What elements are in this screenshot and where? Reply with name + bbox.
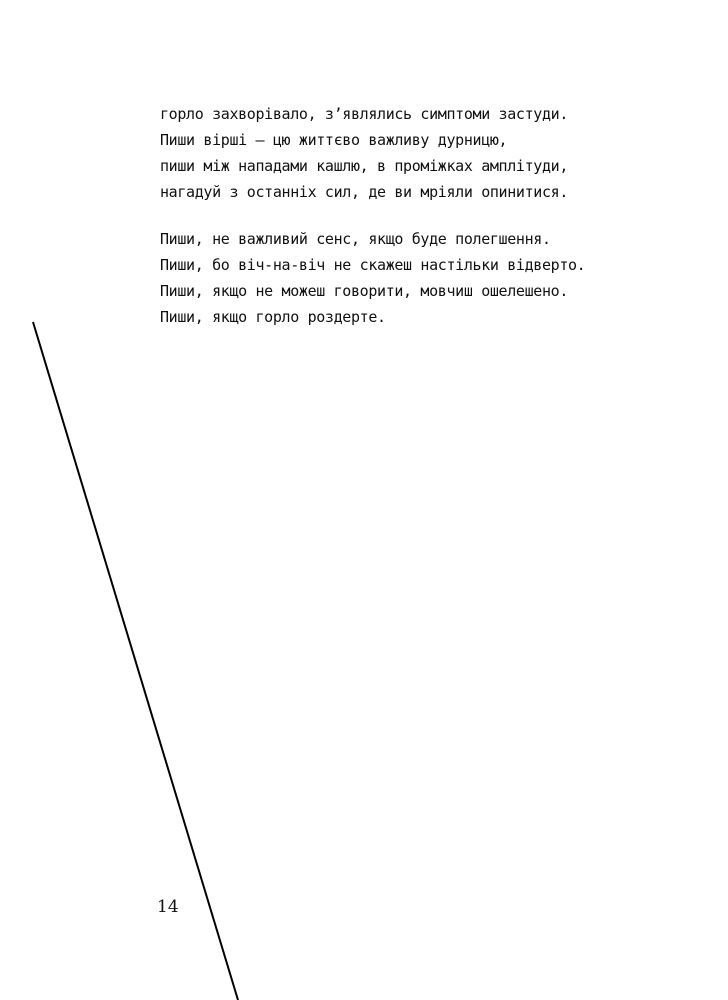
verse-line: Пиши, бо віч-на-віч не скажеш настільки відверто.: [160, 256, 586, 274]
diagonal-line: [33, 322, 238, 1000]
verse-line: Пиши, якщо не можеш говорити, мовчиш ошелешено.: [160, 282, 568, 300]
verse-line: Пиши, не важливий сенс, якщо буде полегшення.: [160, 230, 551, 248]
verse-line: Пиши, якщо горло роздерте.: [160, 308, 386, 326]
verse-line: нагадуй з останніх сил, де ви мріяли опинитися.: [160, 183, 568, 201]
stanza-2: [160, 226, 585, 330]
page-number: 14: [157, 897, 179, 917]
verse-line: Пиши вірші — цю життєво важливу дурницю,: [160, 131, 508, 149]
stanza-1: [160, 101, 568, 205]
verse-line: горло захворівало, з’являлись симптоми застуди.: [160, 105, 568, 123]
verse-line: пиши між нападами кашлю, в проміжках амплітуди,: [160, 157, 568, 175]
